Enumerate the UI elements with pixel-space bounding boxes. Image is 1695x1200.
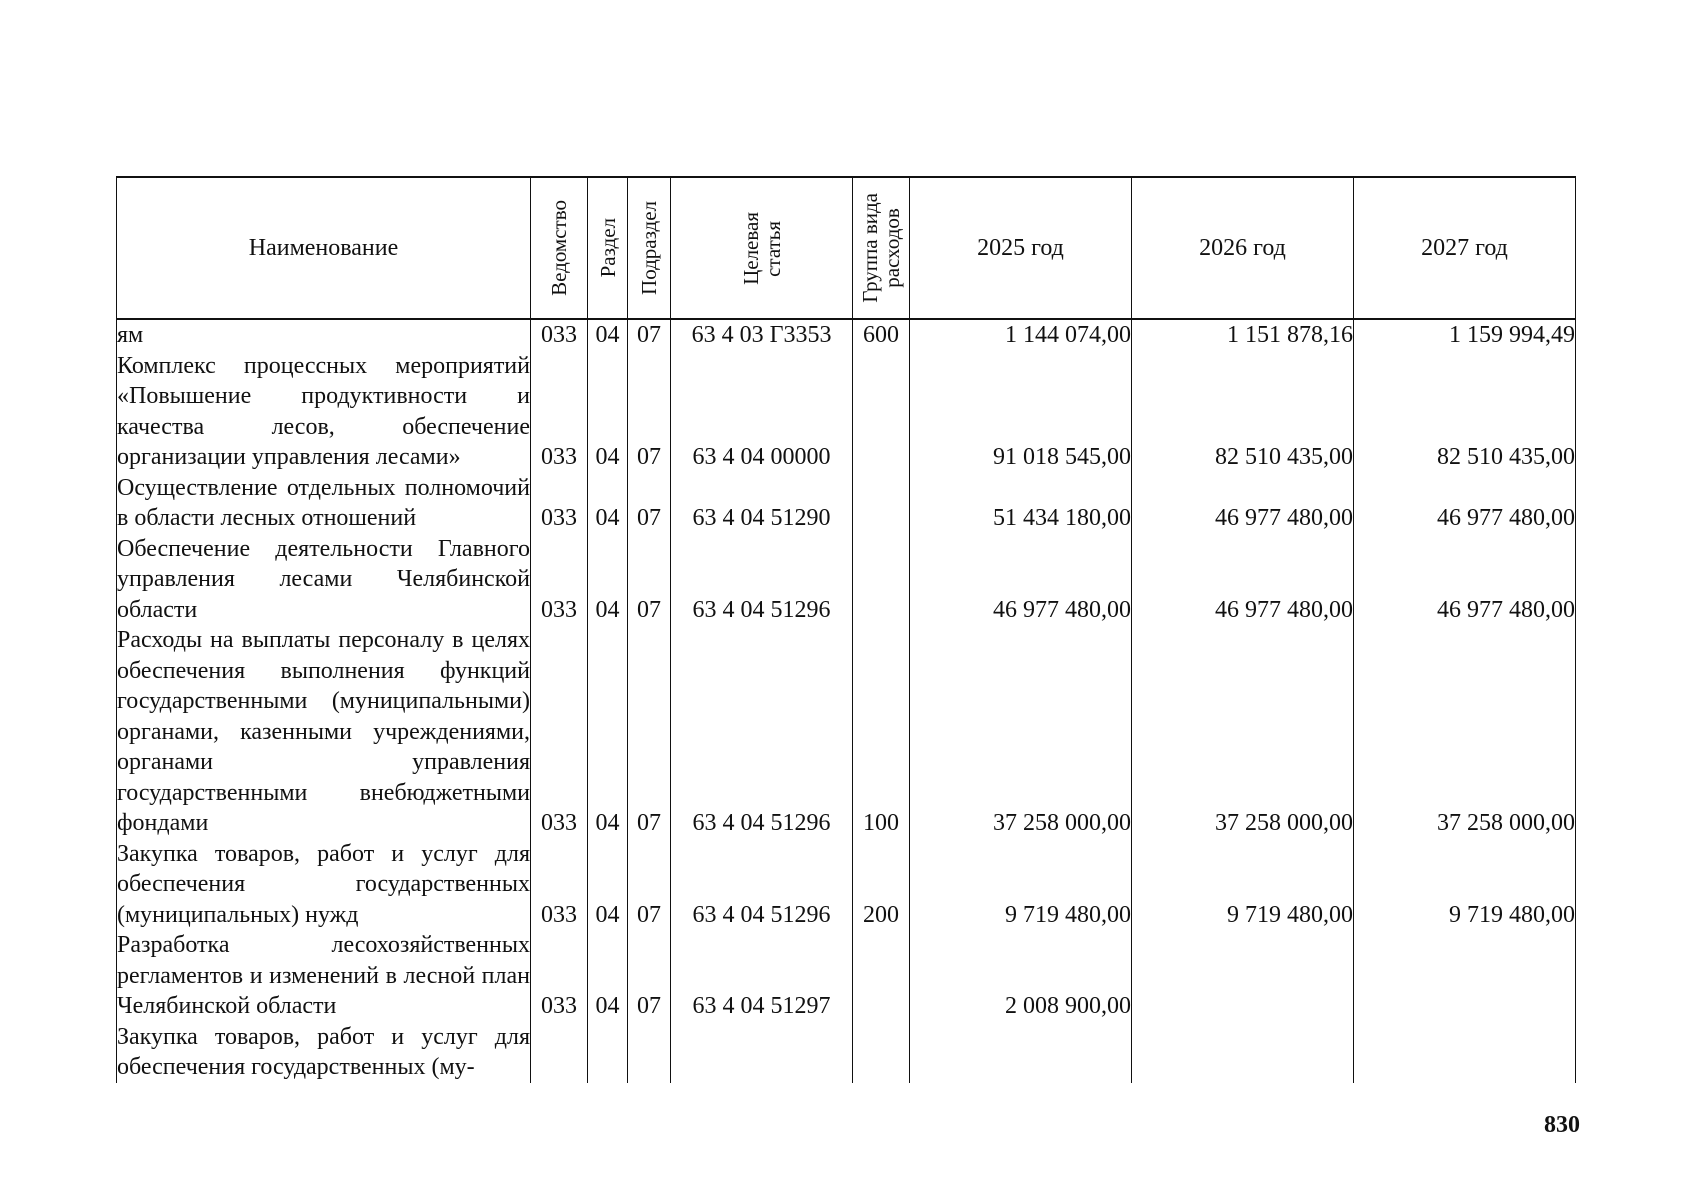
row-name: ям bbox=[117, 319, 531, 351]
row-dept: 033 bbox=[531, 473, 588, 534]
row-2027: 37 258 000,00 bbox=[1354, 625, 1576, 839]
row-dept: 033 bbox=[531, 839, 588, 931]
row-name: Закупка товаров, работ и услуг для обеспечения государственных (муниципальных) нужд bbox=[117, 839, 531, 931]
row-2026: 46 977 480,00 bbox=[1132, 473, 1354, 534]
row-2025: 46 977 480,00 bbox=[910, 534, 1132, 626]
row-name: Закупка товаров, работ и услуг для обеспечения государственных (му- bbox=[117, 1022, 531, 1083]
header-section: Раздел bbox=[588, 177, 628, 319]
row-group bbox=[853, 351, 910, 473]
row-target: 63 4 03 Г3353 bbox=[671, 319, 853, 351]
header-row bbox=[117, 177, 1576, 319]
row-target: 63 4 04 51296 bbox=[671, 534, 853, 626]
row-name: Обеспечение деятельности Главного управления лесами Челябинской области bbox=[117, 534, 531, 626]
row-2025: 37 258 000,00 bbox=[910, 625, 1132, 839]
row-name: Расходы на выплаты персоналу в целях обеспечения выполнения функций государственными (муниципальными) органами, казенными учреждениями, органами управления государственными внебюджетными фондами bbox=[117, 625, 531, 839]
row-2026: 1 151 878,16 bbox=[1132, 319, 1354, 351]
row-dept: 033 bbox=[531, 625, 588, 839]
row-dept: 033 bbox=[531, 930, 588, 1022]
row-dept: 033 bbox=[531, 351, 588, 473]
table-row bbox=[117, 625, 1576, 839]
row-2026: 37 258 000,00 bbox=[1132, 625, 1354, 839]
row-2025: 1 144 074,00 bbox=[910, 319, 1132, 351]
row-2025: 91 018 545,00 bbox=[910, 351, 1132, 473]
row-group: 200 bbox=[853, 839, 910, 931]
header-subsection: Подраздел bbox=[628, 177, 671, 319]
row-group: 600 bbox=[853, 319, 910, 351]
row-target: 63 4 04 51296 bbox=[671, 839, 853, 931]
table-row bbox=[117, 839, 1576, 931]
row-dept: 033 bbox=[531, 534, 588, 626]
row-target: 63 4 04 51290 bbox=[671, 473, 853, 534]
row-subsection: 07 bbox=[628, 930, 671, 1022]
row-2027 bbox=[1354, 930, 1576, 1022]
row-subsection: 07 bbox=[628, 625, 671, 839]
row-2027: 82 510 435,00 bbox=[1354, 351, 1576, 473]
row-subsection: 07 bbox=[628, 473, 671, 534]
row-section: 04 bbox=[588, 319, 628, 351]
row-section: 04 bbox=[588, 534, 628, 626]
row-dept: 033 bbox=[531, 319, 588, 351]
row-2027: 1 159 994,49 bbox=[1354, 319, 1576, 351]
row-section: 04 bbox=[588, 930, 628, 1022]
table-row-continued bbox=[117, 1022, 1576, 1083]
row-section: 04 bbox=[588, 839, 628, 931]
table-row bbox=[117, 930, 1576, 1022]
row-subsection: 07 bbox=[628, 319, 671, 351]
header-2025: 2025 год bbox=[910, 177, 1132, 319]
table-row bbox=[117, 319, 1576, 351]
row-section: 04 bbox=[588, 625, 628, 839]
row-section: 04 bbox=[588, 351, 628, 473]
row-group bbox=[853, 473, 910, 534]
row-2026 bbox=[1132, 930, 1354, 1022]
row-subsection: 07 bbox=[628, 351, 671, 473]
page-number: 830 bbox=[1544, 1112, 1580, 1138]
row-target: 63 4 04 51296 bbox=[671, 625, 853, 839]
row-2027: 46 977 480,00 bbox=[1354, 534, 1576, 626]
row-2026: 9 719 480,00 bbox=[1132, 839, 1354, 931]
table-row bbox=[117, 473, 1576, 534]
header-dept: Ведомство bbox=[531, 177, 588, 319]
header-target: Целевая статья bbox=[671, 177, 853, 319]
row-group: 100 bbox=[853, 625, 910, 839]
row-2025: 9 719 480,00 bbox=[910, 839, 1132, 931]
row-section: 04 bbox=[588, 473, 628, 534]
row-2026: 82 510 435,00 bbox=[1132, 351, 1354, 473]
header-2027: 2027 год bbox=[1354, 177, 1576, 319]
row-2025: 51 434 180,00 bbox=[910, 473, 1132, 534]
row-2026: 46 977 480,00 bbox=[1132, 534, 1354, 626]
header-group: Группа вида расходов bbox=[853, 177, 910, 319]
row-name: Осуществление отдельных полномочий в области лесных отношений bbox=[117, 473, 531, 534]
row-target: 63 4 04 00000 bbox=[671, 351, 853, 473]
row-2027: 46 977 480,00 bbox=[1354, 473, 1576, 534]
row-name: Разработка лесохозяйственных регламентов и изменений в лесной план Челябинской области bbox=[117, 930, 531, 1022]
table-row bbox=[117, 351, 1576, 473]
row-name: Комплекс процессных мероприятий «Повышение продуктивности и качества лесов, обеспечение организации управления лесами» bbox=[117, 351, 531, 473]
row-2025: 2 008 900,00 bbox=[910, 930, 1132, 1022]
header-2026: 2026 год bbox=[1132, 177, 1354, 319]
row-group bbox=[853, 534, 910, 626]
row-subsection: 07 bbox=[628, 839, 671, 931]
row-group bbox=[853, 930, 910, 1022]
row-subsection: 07 bbox=[628, 534, 671, 626]
row-target: 63 4 04 51297 bbox=[671, 930, 853, 1022]
table-row bbox=[117, 534, 1576, 626]
header-name: Наименование bbox=[117, 177, 531, 319]
row-2027: 9 719 480,00 bbox=[1354, 839, 1576, 931]
budget-table bbox=[116, 176, 1576, 1083]
